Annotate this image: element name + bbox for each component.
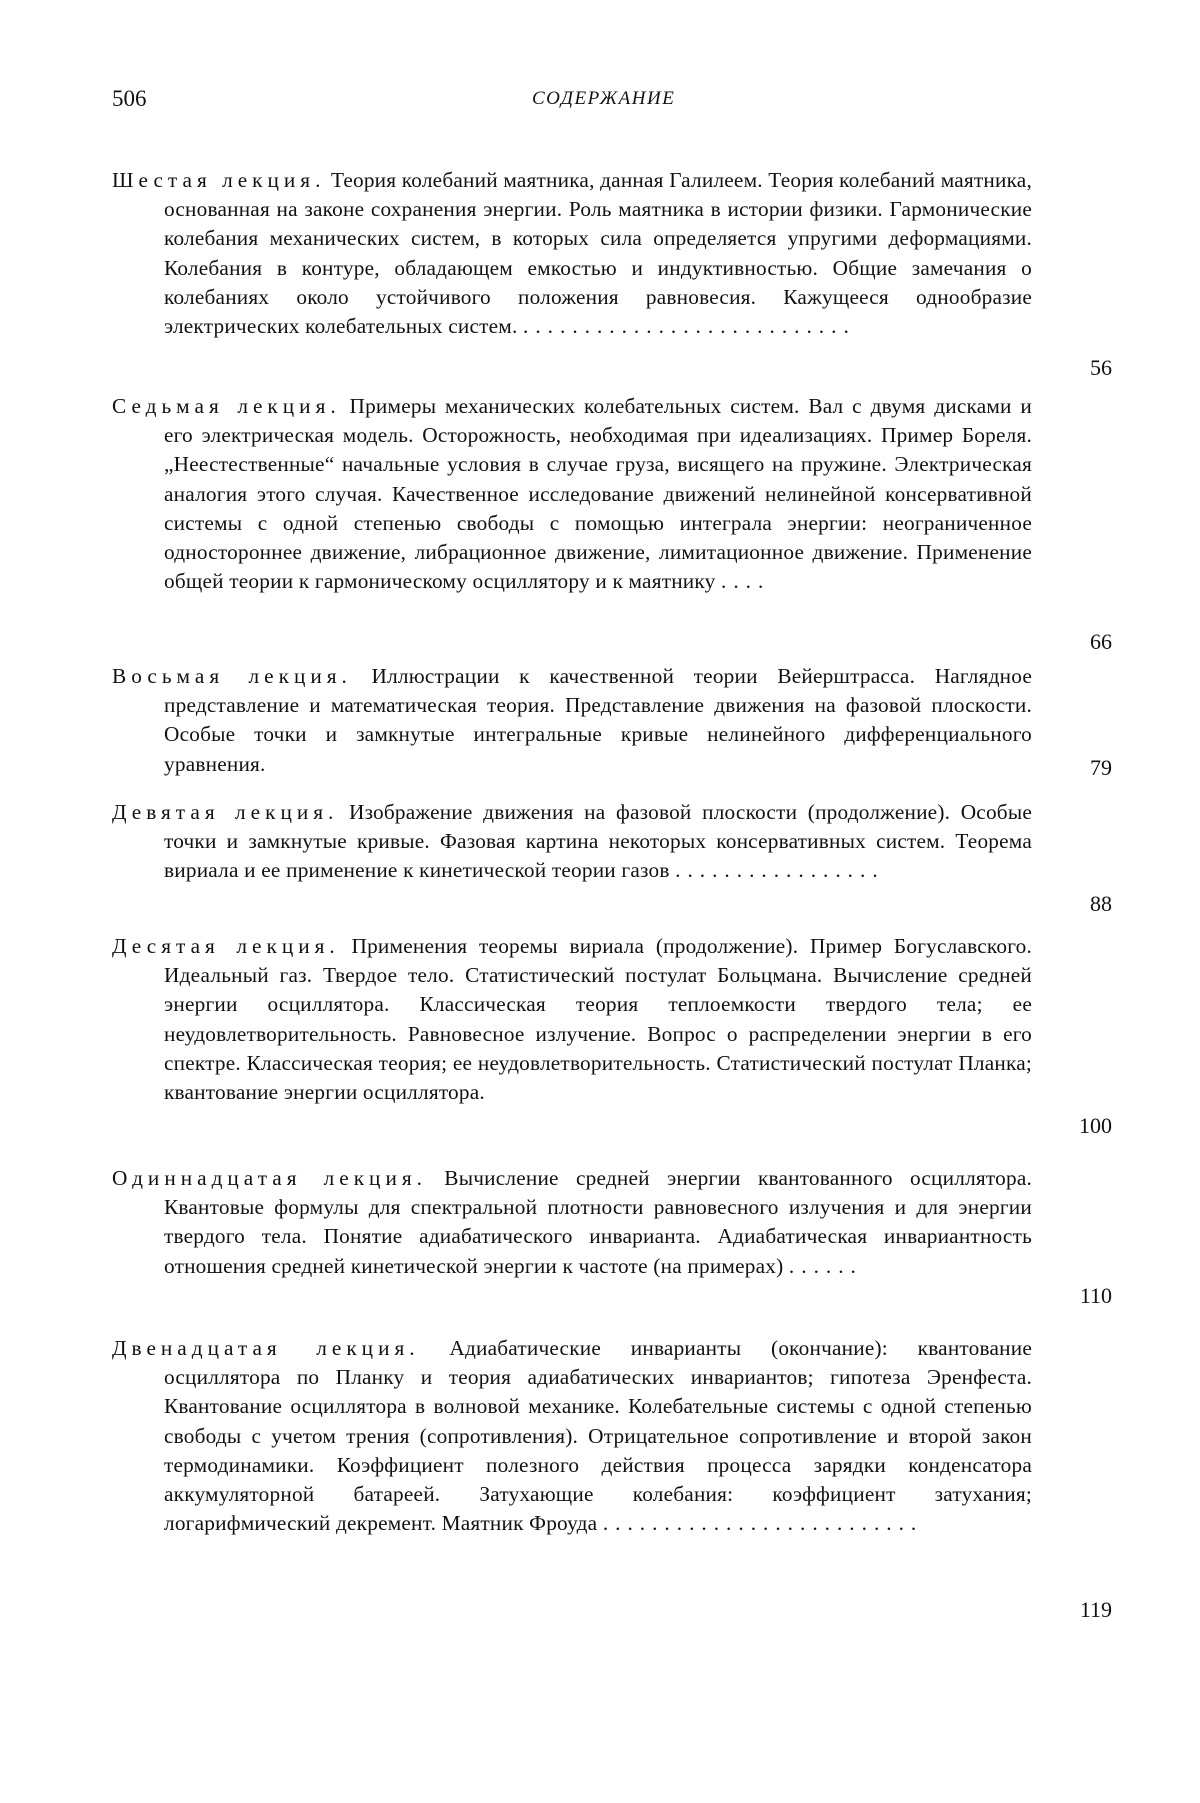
lecture-description: Примеры механических колебательных систем. Вал с двумя дисками и его электрическая модель. Осторожность, необходимая при идеализациях. Пример Бореля. „Неестественные“ начальные условия в случае груза, висящего на пружине. Электрическая аналогия этого случая. Качественное исследование движений нелинейной консервативной системы с одной степенью свободы с помощью интеграла энергии: неограниченное одностороннее движение, либрационное движение, лимитационное движение. Применение общей теории к гармоническому осциллятору и к маятнику [164, 394, 1033, 594]
leader-dots: .... [721, 569, 771, 594]
lecture-description: Теория колебаний маятника, данная Галилеем. Теория колебаний маятника, основанная на законе сохранения энергии. Роль маятника в истории физики. Гармонические колебания механических систем, в которых сила определяется упругими деформациями. Колебания в контуре, обладающем емкостью и индуктивностью. Общие замечания о колебаниях около устойчивого положения равновесия. Кажущееся однообразие электрических колебательных систем. [164, 168, 1032, 339]
lecture-description: Иллюстрации к качественной теории Вейерштрасса. Наглядное представление и математическая теория. Представление движения на фазовой плоскости. Особые точки и замкнутые интегральные кривые нелинейного дифференциального уравнения. [164, 664, 1033, 776]
toc-entry-text [112, 932, 1032, 1107]
toc-entry-lecture-12 [112, 1334, 1112, 1634]
toc-entry-lecture-10 [112, 932, 1112, 1164]
lecture-description: Применения теоремы вириала (продолжение). Пример Богуславского. Идеальный газ. Твердое тело. Статистический постулат Больцмана. Вычисление средней энергии осциллятора. Классическая теория теплоемкости твердого тела; ее неудовлетворительность. Равновесное излучение. Вопрос о распределении энергии в его спектре. Классическая теория; ее неудовлетворительность. Статистический постулат Планка; квантование энергии осциллятора. [164, 934, 1033, 1105]
leader-dots: ........................... [523, 314, 856, 339]
lecture-title: Седьмая лекция. [112, 394, 341, 418]
lecture-title: Восьмая лекция. [112, 664, 352, 688]
lecture-description: Вычисление средней энергии квантованного осциллятора. Квантовые формулы для спектральной плотности равновесного излучения и для энергии твердого тела. Понятие адиабатического инварианта. Адиабатическая инвариантность отношения средней кинетической энергии к частоте (на примерах) [164, 1166, 1032, 1278]
table-of-contents [112, 166, 1112, 1634]
toc-page-number: 100 [1079, 1112, 1112, 1138]
toc-page-number: 79 [1090, 754, 1112, 780]
toc-page-number: 88 [1090, 890, 1112, 916]
toc-entry-lecture-7 [112, 392, 1112, 662]
lecture-title: Одиннадцатая лекция. [112, 1166, 427, 1190]
lecture-description: Изображение движения на фазовой плоскости (продолжение). Особые точки и замкнутые кривые. Фазовая картина некоторых консервативных систем. Теорема вириала и ее применение к кинетической теории газов [164, 800, 1033, 883]
toc-page-number: 66 [1090, 628, 1112, 654]
lecture-title: Десятая лекция. [112, 934, 340, 958]
toc-page-number: 119 [1079, 1596, 1112, 1622]
toc-entry-text [112, 1164, 1032, 1281]
toc-entry-lecture-8 [112, 662, 1112, 798]
lecture-title: Шестая лекция. [112, 168, 326, 192]
toc-entry-text [112, 662, 1032, 779]
lecture-title: Девятая лекция. [112, 800, 339, 824]
toc-page-number: 56 [1090, 354, 1112, 380]
toc-page-number: 110 [1079, 1282, 1112, 1308]
page-header [112, 86, 1112, 116]
toc-entry-text [112, 166, 1032, 341]
leader-dots: .......................... [602, 1511, 924, 1536]
page-number: 506 [112, 86, 147, 111]
toc-entry-lecture-9 [112, 798, 1112, 932]
lecture-description: Адиабатические инварианты (окончание): квантование осциллятора по Планку и теория адиабатических инвариантов; гипотеза Эренфеста. Квантование осциллятора в волновой механике. Колебательные системы с одной степенью свободы с учетом трения (сопротивления). Отрицательное сопротивление и второй закон термодинамики. Коэффициент полезного действия процесса зарядки конденсатора аккумуляторной батареей. Затухающие колебания: коэффициент затухания; логарифмический декремент. Маятник Фроуда [164, 1336, 1032, 1536]
toc-entry-text [112, 798, 1032, 886]
toc-entry-text [112, 392, 1032, 596]
running-title: СОДЕРЖАНИЕ [532, 88, 676, 109]
lecture-title: Двенадцатая лекция. [112, 1336, 420, 1360]
leader-dots: ...... [788, 1253, 863, 1278]
toc-entry-lecture-6 [112, 166, 1112, 392]
toc-entry-lecture-11 [112, 1164, 1112, 1334]
toc-entry-text [112, 1334, 1032, 1538]
leader-dots: ................. [675, 858, 885, 883]
